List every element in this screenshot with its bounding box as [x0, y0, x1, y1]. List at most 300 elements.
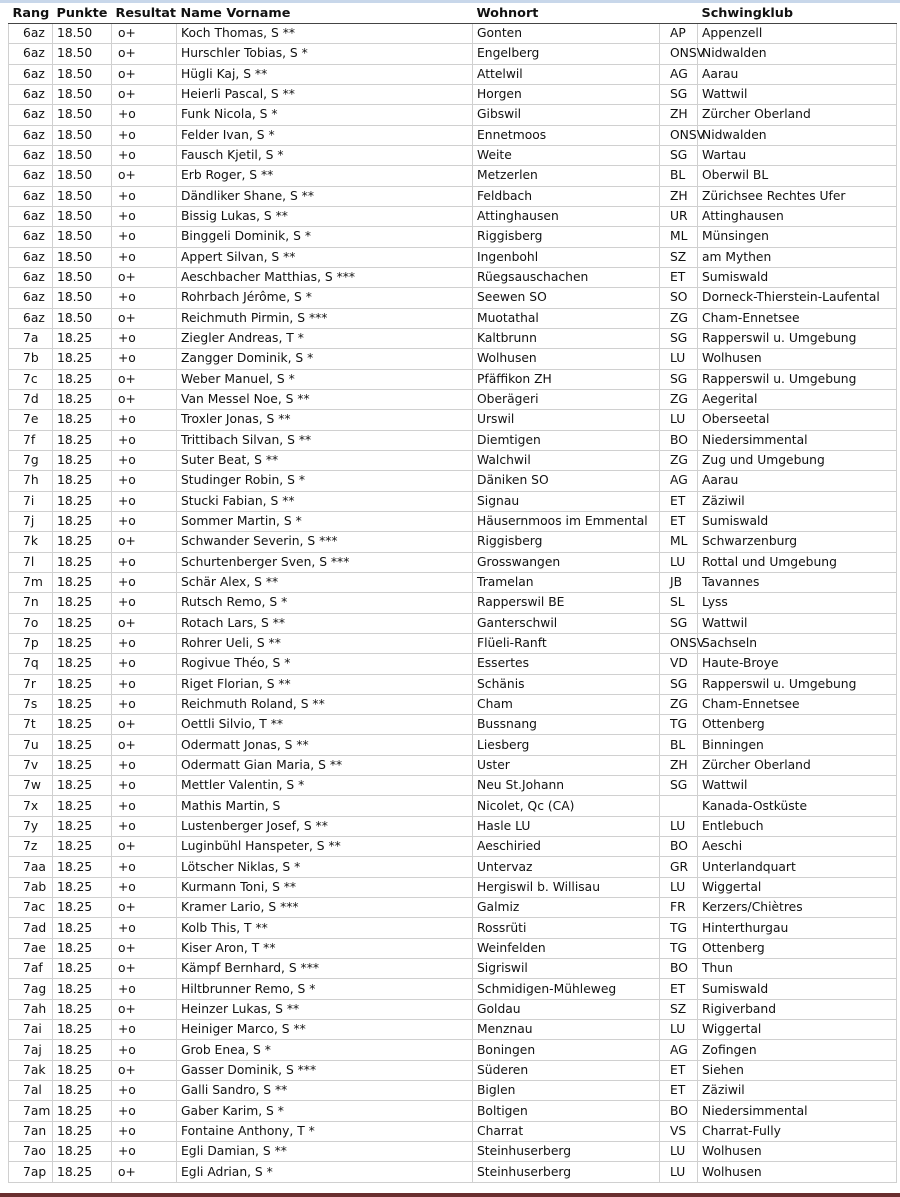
rang-cell: 7ai [9, 1020, 53, 1040]
table-row [9, 532, 897, 552]
table-row [9, 308, 897, 328]
wohnort-cell: Steinhuserberg [473, 1162, 660, 1182]
wohnort-cell: Aeschiried [473, 837, 660, 857]
results-body [9, 24, 897, 1183]
kanton-cell: VD [660, 654, 698, 674]
resultat-cell: +o [112, 227, 177, 247]
kanton-cell: SL [660, 593, 698, 613]
rang-cell: 6az [9, 247, 53, 267]
table-row [9, 979, 897, 999]
bottom-border [0, 1193, 900, 1197]
name-cell: Kramer Lario, S *** [177, 898, 473, 918]
rang-cell: 6az [9, 308, 53, 328]
punkte-cell: 18.25 [53, 776, 112, 796]
punkte-cell: 18.25 [53, 735, 112, 755]
kanton-cell: BO [660, 837, 698, 857]
klub-cell: Niedersimmental [698, 430, 897, 450]
klub-cell: Hinterthurgau [698, 918, 897, 938]
rang-cell: 7ag [9, 979, 53, 999]
klub-cell: Aeschi [698, 837, 897, 857]
name-cell: Heiniger Marco, S ** [177, 1020, 473, 1040]
punkte-cell: 18.25 [53, 532, 112, 552]
results-table [8, 3, 897, 1183]
punkte-cell: 18.25 [53, 959, 112, 979]
resultat-cell: o+ [112, 389, 177, 409]
punkte-cell: 18.25 [53, 979, 112, 999]
kanton-cell: LU [660, 1020, 698, 1040]
name-cell: Rohrer Ueli, S ** [177, 633, 473, 653]
resultat-cell: o+ [112, 308, 177, 328]
table-row [9, 145, 897, 165]
wohnort-cell: Weite [473, 145, 660, 165]
resultat-cell: o+ [112, 959, 177, 979]
rang-cell: 7am [9, 1101, 53, 1121]
header-row [9, 3, 897, 24]
punkte-cell: 18.50 [53, 105, 112, 125]
punkte-cell: 18.50 [53, 247, 112, 267]
table-row [9, 918, 897, 938]
name-cell: Hügli Kaj, S ** [177, 64, 473, 84]
wohnort-cell: Liesberg [473, 735, 660, 755]
kanton-cell: ONSV [660, 125, 698, 145]
resultat-cell: +o [112, 511, 177, 531]
kanton-cell: ML [660, 227, 698, 247]
table-row [9, 999, 897, 1019]
punkte-cell: 18.25 [53, 674, 112, 694]
table-row [9, 674, 897, 694]
rang-cell: 7v [9, 755, 53, 775]
col-header-wohnort[interactable]: Wohnort [473, 3, 660, 24]
rang-cell: 7ap [9, 1162, 53, 1182]
punkte-cell: 18.25 [53, 1081, 112, 1101]
punkte-cell: 18.50 [53, 125, 112, 145]
resultat-cell: o+ [112, 837, 177, 857]
rang-cell: 7k [9, 532, 53, 552]
punkte-cell: 18.50 [53, 24, 112, 44]
kanton-cell: SG [660, 776, 698, 796]
klub-cell: Zäziwil [698, 491, 897, 511]
resultat-cell: o+ [112, 938, 177, 958]
klub-cell: Aarau [698, 64, 897, 84]
punkte-cell: 18.25 [53, 572, 112, 592]
rang-cell: 7f [9, 430, 53, 450]
name-cell: Lötscher Niklas, S * [177, 857, 473, 877]
resultat-cell: +o [112, 1020, 177, 1040]
kanton-cell: SG [660, 328, 698, 348]
wohnort-cell: Grosswangen [473, 552, 660, 572]
rang-cell: 6az [9, 288, 53, 308]
kanton-cell: LU [660, 349, 698, 369]
table-row [9, 186, 897, 206]
wohnort-cell: Uster [473, 755, 660, 775]
name-cell: Bissig Lukas, S ** [177, 206, 473, 226]
resultat-cell: o+ [112, 532, 177, 552]
table-row [9, 44, 897, 64]
wohnort-cell: Essertes [473, 654, 660, 674]
klub-cell: Sachseln [698, 633, 897, 653]
name-cell: Zangger Dominik, S * [177, 349, 473, 369]
kanton-cell: TG [660, 715, 698, 735]
table-row [9, 511, 897, 531]
kanton-cell: BO [660, 430, 698, 450]
col-header-resultat[interactable]: Resultat [112, 3, 177, 24]
table-row [9, 84, 897, 104]
name-cell: Funk Nicola, S * [177, 105, 473, 125]
klub-cell: Charrat-Fully [698, 1121, 897, 1141]
resultat-cell: +o [112, 877, 177, 897]
klub-cell: Aegerital [698, 389, 897, 409]
wohnort-cell: Hasle LU [473, 816, 660, 836]
kanton-cell: BO [660, 1101, 698, 1121]
name-cell: Binggeli Dominik, S * [177, 227, 473, 247]
wohnort-cell: Wolhusen [473, 349, 660, 369]
klub-cell: Ottenberg [698, 715, 897, 735]
resultat-cell: +o [112, 349, 177, 369]
resultat-cell: o+ [112, 1060, 177, 1080]
rang-cell: 6az [9, 186, 53, 206]
wohnort-cell: Weinfelden [473, 938, 660, 958]
resultat-cell: +o [112, 552, 177, 572]
wohnort-cell: Boningen [473, 1040, 660, 1060]
rang-cell: 6az [9, 105, 53, 125]
name-cell: Galli Sandro, S ** [177, 1081, 473, 1101]
rang-cell: 6az [9, 227, 53, 247]
wohnort-cell: Ingenbohl [473, 247, 660, 267]
resultat-cell: +o [112, 572, 177, 592]
klub-cell: Siehen [698, 1060, 897, 1080]
rang-cell: 7d [9, 389, 53, 409]
resultat-cell: o+ [112, 999, 177, 1019]
table-row [9, 593, 897, 613]
name-cell: Weber Manuel, S * [177, 369, 473, 389]
name-cell: Odermatt Jonas, S ** [177, 735, 473, 755]
table-row [9, 1040, 897, 1060]
wohnort-cell: Ganterschwil [473, 613, 660, 633]
name-cell: Egli Damian, S ** [177, 1142, 473, 1162]
table-row [9, 694, 897, 714]
table-row [9, 1162, 897, 1182]
wohnort-cell: Pfäffikon ZH [473, 369, 660, 389]
kanton-cell: GR [660, 857, 698, 877]
wohnort-cell: Rüegsauschachen [473, 267, 660, 287]
resultat-cell: +o [112, 633, 177, 653]
name-cell: Oettli Silvio, T ** [177, 715, 473, 735]
punkte-cell: 18.50 [53, 267, 112, 287]
rang-cell: 7ak [9, 1060, 53, 1080]
klub-cell: Attinghausen [698, 206, 897, 226]
rang-cell: 7y [9, 816, 53, 836]
table-row [9, 755, 897, 775]
name-cell: Mettler Valentin, S * [177, 776, 473, 796]
wohnort-cell: Ennetmoos [473, 125, 660, 145]
klub-cell: Schwarzenburg [698, 532, 897, 552]
name-cell: Odermatt Gian Maria, S ** [177, 755, 473, 775]
name-cell: Hurschler Tobias, S * [177, 44, 473, 64]
klub-cell: Wattwil [698, 84, 897, 104]
rang-cell: 6az [9, 84, 53, 104]
table-row [9, 64, 897, 84]
rang-cell: 6az [9, 206, 53, 226]
punkte-cell: 18.25 [53, 613, 112, 633]
wohnort-cell: Goldau [473, 999, 660, 1019]
name-cell: Mathis Martin, S [177, 796, 473, 816]
name-cell: Luginbühl Hanspeter, S ** [177, 837, 473, 857]
kanton-cell: LU [660, 877, 698, 897]
name-cell: Aeschbacher Matthias, S *** [177, 267, 473, 287]
table-row [9, 552, 897, 572]
punkte-cell: 18.25 [53, 389, 112, 409]
wohnort-cell: Galmiz [473, 898, 660, 918]
name-cell: Sommer Martin, S * [177, 511, 473, 531]
name-cell: Rotach Lars, S ** [177, 613, 473, 633]
klub-cell: Wiggertal [698, 877, 897, 897]
klub-cell: Nidwalden [698, 44, 897, 64]
kanton-cell: ET [660, 267, 698, 287]
name-cell: Ziegler Andreas, T * [177, 328, 473, 348]
col-header-name[interactable]: Name Vorname [177, 3, 473, 24]
punkte-cell: 18.25 [53, 755, 112, 775]
punkte-cell: 18.25 [53, 1060, 112, 1080]
col-header-punkte[interactable]: Punkte [53, 3, 112, 24]
kanton-cell: SG [660, 84, 698, 104]
kanton-cell: AG [660, 64, 698, 84]
wohnort-cell: Nicolet, Qc (CA) [473, 796, 660, 816]
table-row [9, 857, 897, 877]
resultat-cell: o+ [112, 166, 177, 186]
klub-cell: Wattwil [698, 613, 897, 633]
rang-cell: 7ac [9, 898, 53, 918]
punkte-cell: 18.25 [53, 816, 112, 836]
resultat-cell: +o [112, 450, 177, 470]
resultat-cell: +o [112, 1101, 177, 1121]
kanton-cell: TG [660, 918, 698, 938]
kanton-cell: AP [660, 24, 698, 44]
table-row [9, 898, 897, 918]
resultat-cell: +o [112, 471, 177, 491]
kanton-cell: TG [660, 938, 698, 958]
klub-cell: Nidwalden [698, 125, 897, 145]
rang-cell: 7ao [9, 1142, 53, 1162]
punkte-cell: 18.25 [53, 349, 112, 369]
resultat-cell: o+ [112, 44, 177, 64]
punkte-cell: 18.25 [53, 1162, 112, 1182]
klub-cell: Entlebuch [698, 816, 897, 836]
punkte-cell: 18.50 [53, 308, 112, 328]
klub-cell: Oberwil BL [698, 166, 897, 186]
rang-cell: 7ab [9, 877, 53, 897]
wohnort-cell: Tramelan [473, 572, 660, 592]
klub-cell: Kerzers/Chiètres [698, 898, 897, 918]
punkte-cell: 18.25 [53, 491, 112, 511]
rang-cell: 7al [9, 1081, 53, 1101]
klub-cell: Sumiswald [698, 267, 897, 287]
rang-cell: 7i [9, 491, 53, 511]
kanton-cell: AG [660, 1040, 698, 1060]
rang-cell: 7an [9, 1121, 53, 1141]
wohnort-cell: Oberägeri [473, 389, 660, 409]
table-row [9, 1060, 897, 1080]
punkte-cell: 18.50 [53, 44, 112, 64]
table-row [9, 227, 897, 247]
name-cell: Fontaine Anthony, T * [177, 1121, 473, 1141]
kanton-cell: BL [660, 735, 698, 755]
kanton-cell: ET [660, 1060, 698, 1080]
punkte-cell: 18.25 [53, 918, 112, 938]
punkte-cell: 18.25 [53, 511, 112, 531]
kanton-cell: SZ [660, 247, 698, 267]
wohnort-cell: Rapperswil BE [473, 593, 660, 613]
table-row [9, 206, 897, 226]
kanton-cell: LU [660, 552, 698, 572]
table-row [9, 837, 897, 857]
table-row [9, 735, 897, 755]
table-row [9, 938, 897, 958]
kanton-cell: LU [660, 1142, 698, 1162]
punkte-cell: 18.25 [53, 471, 112, 491]
punkte-cell: 18.50 [53, 186, 112, 206]
resultat-cell: +o [112, 206, 177, 226]
wohnort-cell: Attinghausen [473, 206, 660, 226]
wohnort-cell: Attelwil [473, 64, 660, 84]
klub-cell: Zürcher Oberland [698, 105, 897, 125]
wohnort-cell: Schmidigen-Mühleweg [473, 979, 660, 999]
rang-cell: 7w [9, 776, 53, 796]
table-row [9, 24, 897, 44]
wohnort-cell: Biglen [473, 1081, 660, 1101]
name-cell: Egli Adrian, S * [177, 1162, 473, 1182]
punkte-cell: 18.25 [53, 938, 112, 958]
klub-cell: Rigiverband [698, 999, 897, 1019]
resultat-cell: o+ [112, 84, 177, 104]
rang-cell: 6az [9, 166, 53, 186]
name-cell: Schär Alex, S ** [177, 572, 473, 592]
punkte-cell: 18.25 [53, 694, 112, 714]
resultat-cell: +o [112, 430, 177, 450]
rang-cell: 6az [9, 44, 53, 64]
rang-cell: 7p [9, 633, 53, 653]
rang-cell: 7e [9, 410, 53, 430]
name-cell: Reichmuth Pirmin, S *** [177, 308, 473, 328]
col-header-klub[interactable]: Schwingklub [698, 3, 897, 24]
table-row [9, 105, 897, 125]
resultat-cell: +o [112, 1081, 177, 1101]
klub-cell: Rapperswil u. Umgebung [698, 328, 897, 348]
rang-cell: 7r [9, 674, 53, 694]
resultat-cell: +o [112, 105, 177, 125]
resultat-cell: o+ [112, 613, 177, 633]
kanton-cell: BL [660, 166, 698, 186]
resultat-cell: o+ [112, 369, 177, 389]
kanton-cell: JB [660, 572, 698, 592]
resultat-cell: +o [112, 776, 177, 796]
rang-cell: 7u [9, 735, 53, 755]
wohnort-cell: Bussnang [473, 715, 660, 735]
wohnort-cell: Seewen SO [473, 288, 660, 308]
wohnort-cell: Häusernmoos im Emmental [473, 511, 660, 531]
resultat-cell: +o [112, 288, 177, 308]
table-row [9, 816, 897, 836]
wohnort-cell: Horgen [473, 84, 660, 104]
name-cell: Grob Enea, S * [177, 1040, 473, 1060]
table-row [9, 267, 897, 287]
punkte-cell: 18.25 [53, 857, 112, 877]
kanton-cell: ONSV [660, 633, 698, 653]
resultat-cell: +o [112, 694, 177, 714]
punkte-cell: 18.25 [53, 430, 112, 450]
klub-cell: Zofingen [698, 1040, 897, 1060]
wohnort-cell: Schänis [473, 674, 660, 694]
rang-cell: 7g [9, 450, 53, 470]
rang-cell: 7aa [9, 857, 53, 877]
rang-cell: 7af [9, 959, 53, 979]
rang-cell: 6az [9, 24, 53, 44]
klub-cell: Dorneck-Thierstein-Laufental [698, 288, 897, 308]
resultat-cell: o+ [112, 64, 177, 84]
kanton-cell: ET [660, 511, 698, 531]
kanton-cell: ZH [660, 755, 698, 775]
punkte-cell: 18.25 [53, 633, 112, 653]
resultat-cell: +o [112, 918, 177, 938]
kanton-cell: ZH [660, 186, 698, 206]
resultat-cell: +o [112, 1121, 177, 1141]
kanton-cell: ET [660, 979, 698, 999]
table-row [9, 328, 897, 348]
klub-cell: Aarau [698, 471, 897, 491]
kanton-cell: BO [660, 959, 698, 979]
table-row [9, 288, 897, 308]
name-cell: Heierli Pascal, S ** [177, 84, 473, 104]
wohnort-cell: Sigriswil [473, 959, 660, 979]
table-row [9, 471, 897, 491]
punkte-cell: 18.25 [53, 369, 112, 389]
rang-cell: 6az [9, 125, 53, 145]
name-cell: Erb Roger, S ** [177, 166, 473, 186]
name-cell: Heinzer Lukas, S ** [177, 999, 473, 1019]
name-cell: Rogivue Théo, S * [177, 654, 473, 674]
punkte-cell: 18.25 [53, 1020, 112, 1040]
punkte-cell: 18.25 [53, 654, 112, 674]
resultat-cell: +o [112, 654, 177, 674]
rang-cell: 7b [9, 349, 53, 369]
resultat-cell: +o [112, 1142, 177, 1162]
col-header-rang[interactable]: Rang [9, 3, 53, 24]
resultat-cell: o+ [112, 735, 177, 755]
kanton-cell: SG [660, 145, 698, 165]
kanton-cell: ONSV [660, 44, 698, 64]
wohnort-cell: Riggisberg [473, 532, 660, 552]
kanton-cell: VS [660, 1121, 698, 1141]
resultat-cell: +o [112, 491, 177, 511]
rang-cell: 7ae [9, 938, 53, 958]
kanton-cell: LU [660, 410, 698, 430]
klub-cell: Sumiswald [698, 511, 897, 531]
name-cell: Kiser Aron, T ** [177, 938, 473, 958]
wohnort-cell: Gibswil [473, 105, 660, 125]
rang-cell: 7j [9, 511, 53, 531]
table-row [9, 389, 897, 409]
wohnort-cell: Diemtigen [473, 430, 660, 450]
table-row [9, 654, 897, 674]
name-cell: Rutsch Remo, S * [177, 593, 473, 613]
rang-cell: 7x [9, 796, 53, 816]
wohnort-cell: Charrat [473, 1121, 660, 1141]
rang-cell: 7h [9, 471, 53, 491]
kanton-cell: LU [660, 1162, 698, 1182]
table-row [9, 776, 897, 796]
name-cell: Troxler Jonas, S ** [177, 410, 473, 430]
wohnort-cell: Gonten [473, 24, 660, 44]
resultat-cell: +o [112, 186, 177, 206]
